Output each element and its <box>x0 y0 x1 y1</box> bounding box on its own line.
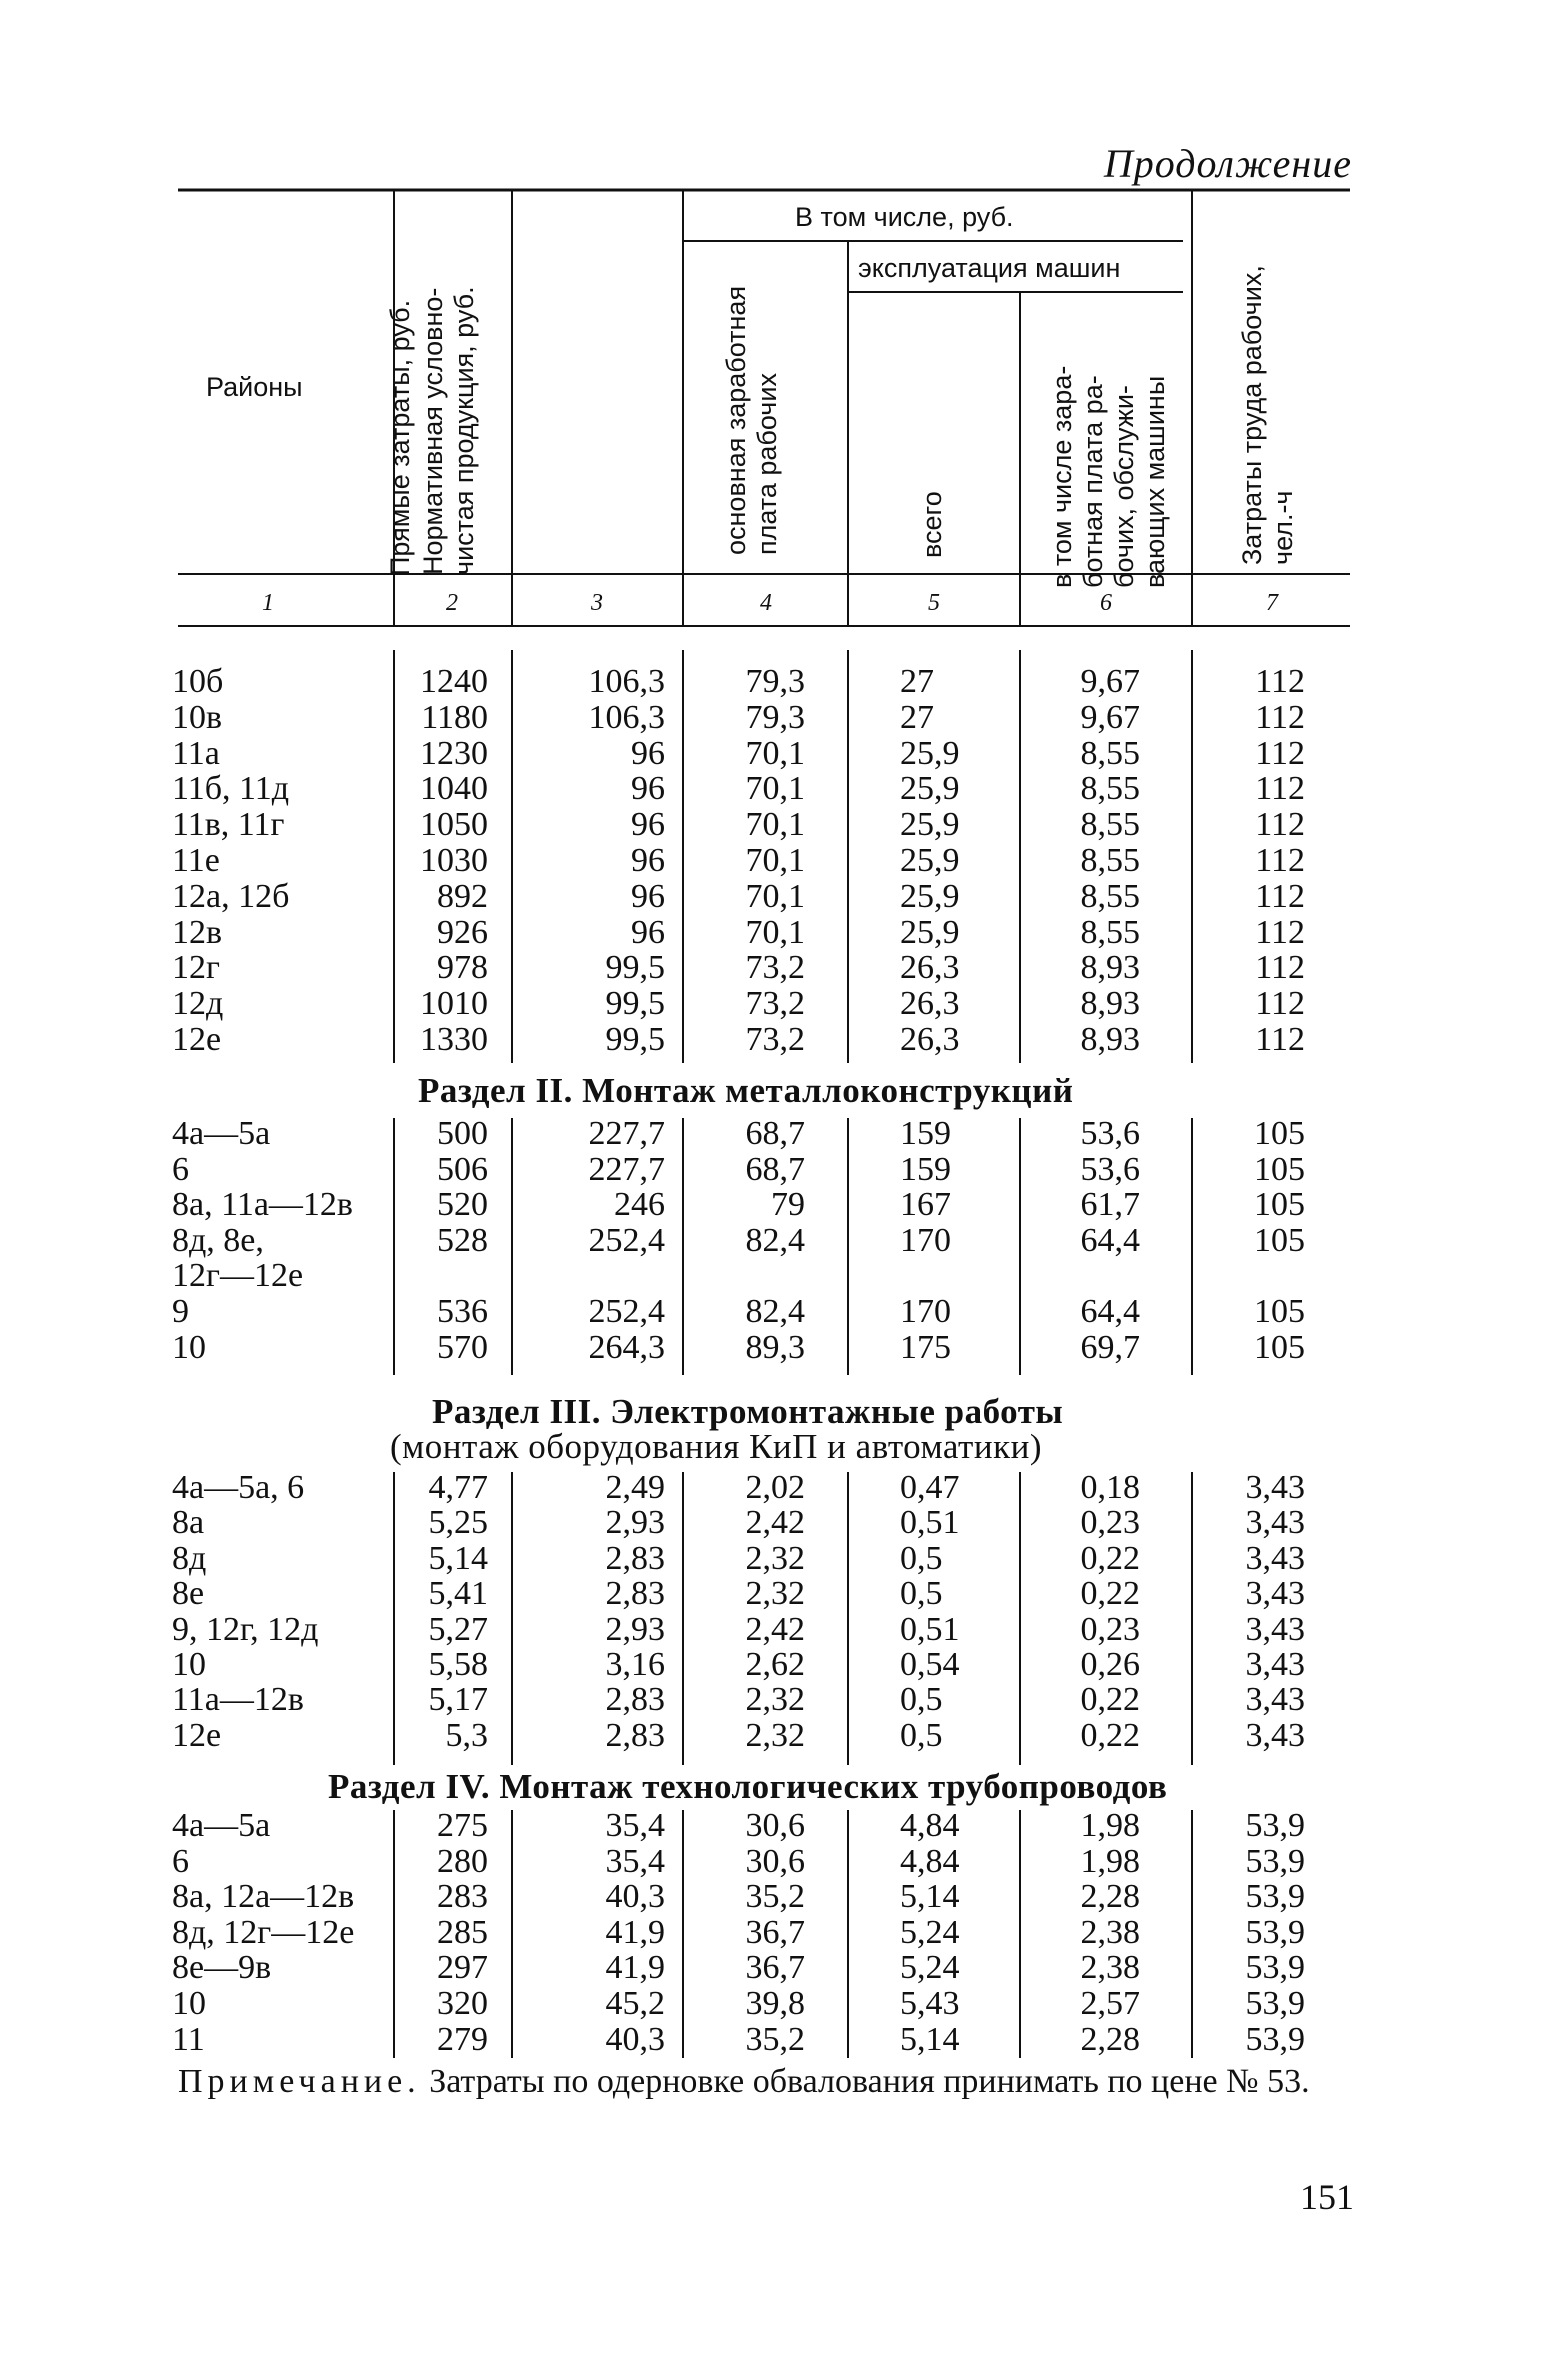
value-cell: 30,6 <box>745 1807 805 1844</box>
value-cell: 112 <box>1255 770 1305 808</box>
region-cell: 8а <box>172 1504 205 1542</box>
region-cell: 4а—5а <box>172 1807 271 1844</box>
value-cell: 2,57 <box>1080 1985 1140 2022</box>
value-cell: 5,24 <box>900 1949 960 1987</box>
header-direct-costs: Прямые затраты, руб. <box>385 299 415 576</box>
value-cell: 112 <box>1255 663 1305 700</box>
value-cell: 53,9 <box>1245 1807 1305 1844</box>
value-cell: 70,1 <box>745 770 805 808</box>
value-cell: 3,43 <box>1245 1575 1305 1613</box>
value-cell: 112 <box>1255 877 1305 915</box>
region-cell: 4а—5а, 6 <box>172 1469 305 1506</box>
value-cell: 4,77 <box>428 1469 488 1506</box>
region-cell: 10в <box>172 698 223 736</box>
value-cell: 1330 <box>420 1021 488 1058</box>
value-cell: 506 <box>437 1150 488 1188</box>
column-number: 6 <box>1100 590 1112 616</box>
value-cell: 5,58 <box>428 1646 488 1683</box>
section-2-title: Раздел II. Монтаж металлоконструкций <box>418 1071 1074 1110</box>
region-cell: 12е <box>172 1021 222 1058</box>
value-cell: 26,3 <box>900 949 960 987</box>
value-cell: 252,4 <box>588 1221 665 1259</box>
value-cell: 35,2 <box>745 2020 805 2058</box>
value-cell: 105 <box>1254 1328 1305 1366</box>
value-cell: 53,6 <box>1080 1115 1140 1152</box>
value-cell: 79,3 <box>745 663 805 700</box>
value-cell: 0,18 <box>1080 1469 1140 1506</box>
value-cell: 1010 <box>420 985 488 1023</box>
region-cell: 10 <box>172 1985 206 2022</box>
value-cell: 105 <box>1254 1186 1305 1224</box>
value-cell: 30,6 <box>745 1842 805 1880</box>
value-cell: 73,2 <box>745 985 805 1023</box>
region-cell: 8д, 12г—12е <box>172 1913 355 1951</box>
value-cell: 2,32 <box>745 1539 805 1577</box>
header-including: В том числе, руб. <box>795 202 1014 232</box>
value-cell: 227,7 <box>588 1115 665 1152</box>
value-cell: 8,55 <box>1080 770 1140 808</box>
value-cell: 106,3 <box>588 663 665 700</box>
column-number: 1 <box>262 590 274 616</box>
value-cell: 4,84 <box>900 1807 960 1844</box>
region-cell: 8е <box>172 1575 205 1613</box>
value-cell: 1,98 <box>1080 1807 1140 1844</box>
region-cell: 6 <box>172 1842 189 1880</box>
value-cell: 2,32 <box>745 1681 805 1719</box>
region-cell: 10 <box>172 1646 206 1683</box>
value-cell: 2,83 <box>605 1539 665 1577</box>
value-cell: 3,43 <box>1245 1504 1305 1542</box>
value-cell: 99,5 <box>605 1021 665 1058</box>
value-cell: 1,98 <box>1080 1842 1140 1880</box>
value-cell: 35,2 <box>745 1878 805 1916</box>
value-cell: 2,38 <box>1080 1913 1140 1951</box>
value-cell: 96 <box>631 913 665 951</box>
value-cell: 2,02 <box>745 1469 805 1506</box>
region-cell: 10б <box>172 663 224 700</box>
value-cell: 45,2 <box>605 1985 665 2022</box>
value-cell: 70,1 <box>745 877 805 915</box>
value-cell: 69,7 <box>1080 1328 1140 1366</box>
value-cell: 8,93 <box>1080 985 1140 1023</box>
value-cell: 0,5 <box>900 1539 943 1577</box>
value-cell: 9,67 <box>1080 698 1140 736</box>
value-cell: 2,28 <box>1080 2020 1140 2058</box>
value-cell: 1230 <box>420 734 488 772</box>
value-cell: 1180 <box>421 698 488 736</box>
value-cell: 112 <box>1255 949 1305 987</box>
value-cell: 25,9 <box>900 734 960 772</box>
value-cell: 227,7 <box>588 1150 665 1188</box>
region-cell: 12е <box>172 1716 222 1754</box>
value-cell: 53,6 <box>1080 1150 1140 1188</box>
region-cell: 12д <box>172 985 224 1023</box>
value-cell: 5,43 <box>900 1985 960 2022</box>
value-cell: 159 <box>900 1115 951 1152</box>
value-cell: 82,4 <box>745 1293 805 1330</box>
value-cell: 0,23 <box>1080 1504 1140 1542</box>
value-cell: 5,17 <box>428 1681 488 1719</box>
region-cell: 6 <box>172 1150 189 1188</box>
value-cell: 112 <box>1255 1021 1305 1058</box>
value-cell: 159 <box>900 1150 951 1188</box>
value-cell: 53,9 <box>1245 1878 1305 1916</box>
value-cell: 926 <box>437 913 488 951</box>
value-cell: 2,93 <box>605 1610 665 1648</box>
value-cell: 70,1 <box>745 913 805 951</box>
value-cell: 112 <box>1255 698 1305 736</box>
region-cell: 8д <box>172 1539 207 1577</box>
region-cell: 8а, 11а—12в <box>172 1186 353 1224</box>
note-label: Примечание. <box>178 2063 421 2100</box>
value-cell: 0,5 <box>900 1575 943 1613</box>
value-cell: 70,1 <box>745 806 805 844</box>
value-cell: 112 <box>1255 806 1305 844</box>
value-cell: 53,9 <box>1245 1842 1305 1880</box>
page-number: 151 <box>1300 2177 1354 2217</box>
header-machine-operation: эксплуатация машин <box>858 253 1121 283</box>
value-cell: 9,67 <box>1080 663 1140 700</box>
value-cell: 0,5 <box>900 1681 943 1719</box>
header-total: всего <box>917 491 947 558</box>
value-cell: 170 <box>900 1293 951 1330</box>
value-cell: 2,42 <box>745 1504 805 1542</box>
footnote <box>178 2063 1358 2101</box>
value-cell: 2,93 <box>605 1504 665 1542</box>
value-cell: 41,9 <box>605 1913 665 1951</box>
value-cell: 0,22 <box>1080 1575 1140 1613</box>
value-cell: 3,43 <box>1245 1539 1305 1577</box>
value-cell: 5,14 <box>900 1878 960 1916</box>
value-cell: 96 <box>631 734 665 772</box>
region-cell: 11а—12в <box>172 1681 304 1719</box>
value-cell: 2,28 <box>1080 1878 1140 1916</box>
value-cell: 25,9 <box>900 877 960 915</box>
value-cell: 0,22 <box>1080 1716 1140 1754</box>
value-cell: 82,4 <box>745 1221 805 1259</box>
region-cell: 12а, 12б <box>172 877 290 915</box>
value-cell: 112 <box>1255 985 1305 1023</box>
region-cell: 4а—5а <box>172 1115 271 1152</box>
value-cell: 5,14 <box>428 1539 488 1577</box>
value-cell: 8,93 <box>1080 1021 1140 1058</box>
value-cell: 175 <box>900 1328 951 1366</box>
value-cell: 3,43 <box>1245 1646 1305 1683</box>
value-cell: 112 <box>1255 734 1305 772</box>
value-cell: 8,93 <box>1080 949 1140 987</box>
value-cell: 99,5 <box>605 949 665 987</box>
value-cell: 1030 <box>420 842 488 879</box>
region-cell: 10 <box>172 1328 206 1366</box>
section-3-title: Раздел III. Электромонтажные работы <box>432 1392 1064 1431</box>
note-text: Затраты по одерновке обвалования принимать по цене № 53. <box>429 2063 1310 2100</box>
value-cell: 2,49 <box>605 1469 665 1506</box>
value-cell: 275 <box>437 1807 488 1844</box>
value-cell: 112 <box>1255 913 1305 951</box>
value-cell: 26,3 <box>900 1021 960 1058</box>
value-cell: 73,2 <box>745 1021 805 1058</box>
value-cell: 0,5 <box>900 1716 943 1754</box>
value-cell: 70,1 <box>745 734 805 772</box>
continuation-label: Продолжение <box>1103 141 1352 186</box>
value-cell: 64,4 <box>1080 1221 1140 1259</box>
value-cell: 25,9 <box>900 806 960 844</box>
value-cell: 167 <box>900 1186 951 1224</box>
region-cell: 8д, 8е, <box>172 1221 264 1259</box>
column-number: 7 <box>1266 590 1278 616</box>
value-cell: 53,9 <box>1245 1985 1305 2022</box>
value-cell: 96 <box>631 806 665 844</box>
value-cell: 2,83 <box>605 1575 665 1613</box>
value-cell: 25,9 <box>900 770 960 808</box>
value-cell: 40,3 <box>605 2020 665 2058</box>
region-cell: 11б, 11д <box>172 770 290 808</box>
region-cell: 12г <box>172 949 220 987</box>
section-4-title: Раздел IV. Монтаж технологических трубопроводов <box>328 1767 1168 1806</box>
value-cell: 105 <box>1254 1293 1305 1330</box>
value-cell: 0,23 <box>1080 1610 1140 1648</box>
value-cell: 2,32 <box>745 1716 805 1754</box>
value-cell: 112 <box>1255 842 1305 879</box>
value-cell: 0,22 <box>1080 1681 1140 1719</box>
value-cell: 89,3 <box>745 1328 805 1366</box>
value-cell: 5,14 <box>900 2020 960 2058</box>
value-cell: 5,25 <box>428 1504 488 1542</box>
region-cell: 12в <box>172 913 223 951</box>
region-cell: 9 <box>172 1293 189 1330</box>
value-cell: 79,3 <box>745 698 805 736</box>
value-cell: 3,43 <box>1245 1610 1305 1648</box>
value-cell: 246 <box>614 1186 665 1224</box>
value-cell: 35,4 <box>605 1807 665 1844</box>
column-number: 5 <box>928 590 940 616</box>
value-cell: 8,55 <box>1080 913 1140 951</box>
value-cell: 2,42 <box>745 1610 805 1648</box>
value-cell: 0,47 <box>900 1469 960 1506</box>
value-cell: 68,7 <box>745 1150 805 1188</box>
region-cell: 11в, 11г <box>172 806 285 844</box>
value-cell: 570 <box>437 1328 488 1366</box>
value-cell: 39,8 <box>745 1985 805 2022</box>
value-cell: 27 <box>900 698 934 736</box>
value-cell: 1040 <box>420 770 488 808</box>
value-cell: 528 <box>437 1221 488 1259</box>
value-cell: 96 <box>631 877 665 915</box>
value-cell: 892 <box>437 877 488 915</box>
value-cell: 70,1 <box>745 842 805 879</box>
value-cell: 264,3 <box>588 1328 665 1366</box>
value-cell: 285 <box>437 1913 488 1951</box>
column-number: 2 <box>446 590 458 616</box>
value-cell: 3,43 <box>1245 1716 1305 1754</box>
column-number: 4 <box>760 590 772 616</box>
value-cell: 25,9 <box>900 842 960 879</box>
value-cell: 2,32 <box>745 1575 805 1613</box>
value-cell: 978 <box>437 949 488 987</box>
value-cell: 297 <box>437 1949 488 1987</box>
value-cell: 41,9 <box>605 1949 665 1987</box>
header-regions: Районы <box>206 372 303 402</box>
value-cell: 5,27 <box>428 1610 488 1648</box>
value-cell: 0,26 <box>1080 1646 1140 1683</box>
value-cell: 8,55 <box>1080 806 1140 844</box>
value-cell: 500 <box>437 1115 488 1152</box>
value-cell: 536 <box>437 1293 488 1330</box>
value-cell: 0,22 <box>1080 1539 1140 1577</box>
value-cell: 25,9 <box>900 913 960 951</box>
value-cell: 53,9 <box>1245 2020 1305 2058</box>
value-cell: 1240 <box>420 663 488 700</box>
value-cell: 27 <box>900 663 934 700</box>
value-cell: 105 <box>1254 1221 1305 1259</box>
value-cell: 320 <box>437 1985 488 2022</box>
value-cell: 3,43 <box>1245 1469 1305 1506</box>
value-cell: 0,51 <box>900 1610 960 1648</box>
region-cell: 8а, 12а—12в <box>172 1878 355 1916</box>
value-cell: 280 <box>437 1842 488 1880</box>
value-cell: 106,3 <box>588 698 665 736</box>
region-cell: 9, 12г, 12д <box>172 1610 319 1648</box>
value-cell: 61,7 <box>1080 1186 1140 1224</box>
region-cell: 8е—9в <box>172 1949 272 1987</box>
value-cell: 2,62 <box>745 1646 805 1683</box>
header-base-wage: основная заработная плата рабочих <box>721 285 782 555</box>
value-cell: 53,9 <box>1245 1949 1305 1987</box>
value-cell: 8,55 <box>1080 734 1140 772</box>
region-cell: 12г—12е <box>172 1257 304 1295</box>
value-cell: 64,4 <box>1080 1293 1140 1330</box>
value-cell: 96 <box>631 842 665 879</box>
header-incl-wage: в том числе зара- ботная плата ра- бочих, обслужи- вающих машины <box>1047 365 1170 588</box>
section-3-subtitle: (монтаж оборудования КиП и автоматики) <box>390 1427 1042 1466</box>
value-cell: 79 <box>771 1186 805 1224</box>
header-labor: Затраты труда рабочих, чел.-ч <box>1237 265 1298 565</box>
column-number: 3 <box>591 590 603 616</box>
value-cell: 40,3 <box>605 1878 665 1916</box>
value-cell: 2,83 <box>605 1681 665 1719</box>
value-cell: 170 <box>900 1221 951 1259</box>
value-cell: 73,2 <box>745 949 805 987</box>
value-cell: 5,41 <box>428 1575 488 1613</box>
value-cell: 5,24 <box>900 1913 960 1951</box>
header-normative-product: Нормативная условно- чистая продукция, руб. <box>418 286 479 575</box>
value-cell: 2,83 <box>605 1716 665 1754</box>
value-cell: 68,7 <box>745 1115 805 1152</box>
value-cell: 53,9 <box>1245 1913 1305 1951</box>
value-cell: 279 <box>437 2020 488 2058</box>
value-cell: 3,43 <box>1245 1681 1305 1719</box>
value-cell: 8,55 <box>1080 877 1140 915</box>
value-cell: 8,55 <box>1080 842 1140 879</box>
value-cell: 2,38 <box>1080 1949 1140 1987</box>
value-cell: 520 <box>437 1186 488 1224</box>
value-cell: 105 <box>1254 1150 1305 1188</box>
value-cell: 36,7 <box>745 1949 805 1987</box>
value-cell: 26,3 <box>900 985 960 1023</box>
value-cell: 0,51 <box>900 1504 960 1542</box>
region-cell: 11 <box>172 2020 205 2058</box>
value-cell: 96 <box>631 770 665 808</box>
value-cell: 36,7 <box>745 1913 805 1951</box>
value-cell: 252,4 <box>588 1293 665 1330</box>
value-cell: 4,84 <box>900 1842 960 1880</box>
value-cell: 99,5 <box>605 985 665 1023</box>
region-cell: 11а <box>172 734 220 772</box>
value-cell: 0,54 <box>900 1646 960 1683</box>
value-cell: 1050 <box>420 806 488 844</box>
value-cell: 5,3 <box>445 1716 488 1754</box>
value-cell: 3,16 <box>605 1646 665 1683</box>
value-cell: 105 <box>1254 1115 1305 1152</box>
value-cell: 283 <box>437 1878 488 1916</box>
region-cell: 11е <box>172 842 220 879</box>
value-cell: 35,4 <box>605 1842 665 1880</box>
